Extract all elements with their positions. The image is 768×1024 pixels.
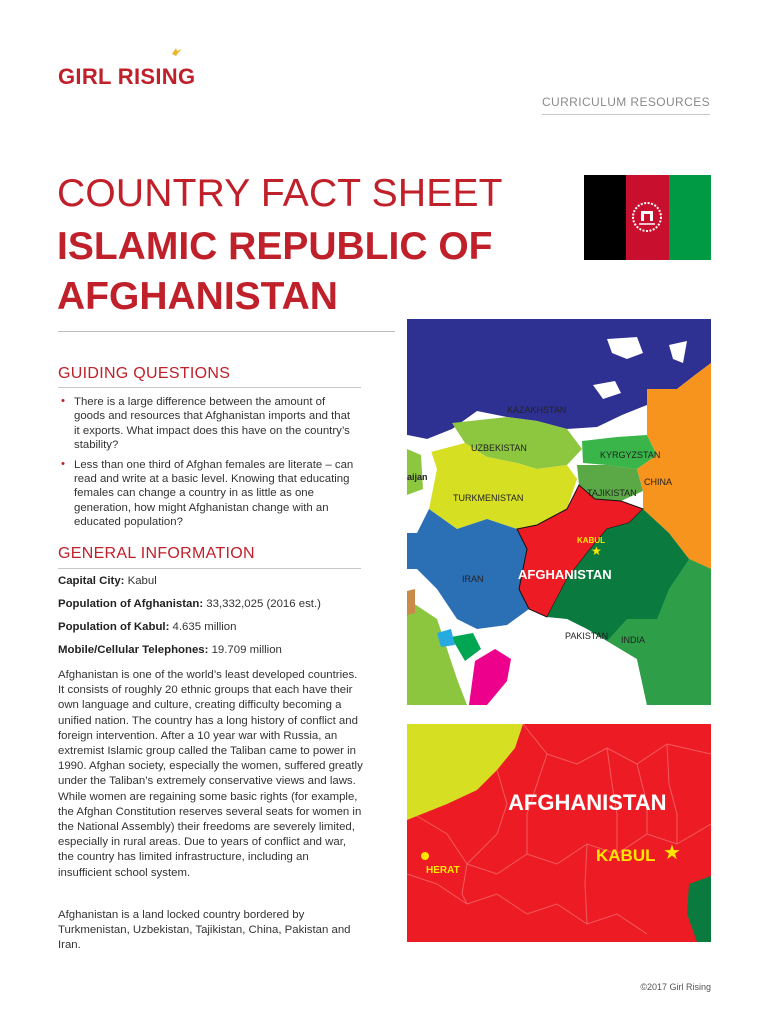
list-item: • Less than one third of Afghan females are literate – can read and write at a basic level. Knowing that educating females can change a country in as little as one generation, how might Afghanistan change with an educated population?	[61, 457, 354, 529]
flag-stripe-black	[584, 175, 626, 260]
page-subtitle: ISLAMIC REPUBLIC OF AFGHANISTAN	[57, 225, 493, 318]
page-title: COUNTRY FACT SHEET	[57, 172, 503, 215]
map-label-iran: IRAN	[462, 574, 484, 584]
flag-emblem-icon	[626, 175, 668, 260]
detail-map	[407, 724, 711, 942]
map-label-kabul: KABUL	[577, 536, 605, 545]
section-label: CURRICULUM RESOURCES	[541, 95, 710, 109]
herat-dot-icon	[421, 852, 429, 860]
fact-population: Population of Afghanistan: 33,332,025 (2016 est.)	[58, 598, 321, 610]
overview-paragraph: Afghanistan is one of the world’s least developed countries. It consists of roughly 20 ethnic groups that each have their own language and culture, creating difficulty becoming a unified nation. The country has a long history of conflict and foreign intervention. After a 10 year war with Russia, an extremist Islamic group called the Taliban came to power in 1990. Afghan society, especially the women, suffered greatly under the Taliban’s extremely conservative views and laws. While women are regaining some basic rights (for example, the Afghan Constitution reserves several seats for women in the National Assembly) their freedoms are severely limited, especially in rural areas. Due to years of conflict and war, the country has limited infrastructure, including an insufficient school system.	[58, 669, 363, 879]
general-divider	[58, 568, 361, 569]
fact-capital: Capital City: Kabul	[58, 575, 157, 587]
map-label-kazakhstan: KAZAKHSTAN	[507, 405, 567, 415]
map-label-china: CHINA	[644, 477, 673, 487]
bullet-icon: •	[61, 457, 65, 470]
header-divider	[542, 114, 710, 115]
bullet-icon: •	[61, 395, 65, 407]
general-information-heading: GENERAL INFORMATION	[58, 545, 255, 562]
fact-population-kabul: Population of Kabul: 4.635 million	[58, 621, 237, 633]
map-label-uzbekistan: UZBEKISTAN	[471, 443, 527, 453]
guiding-questions-heading: GUIDING QUESTIONS	[58, 365, 231, 382]
flag-stripe-red	[626, 175, 668, 260]
facts-list	[58, 575, 363, 667]
detail-label-afghanistan: AFGHANISTAN	[508, 790, 667, 815]
detail-map-graphic	[407, 724, 711, 942]
map-label-kyrgyzstan: KYRGYZSTAN	[600, 450, 661, 460]
brand-name: GIRL RISING	[58, 64, 196, 89]
map-label-afghanistan: AFGHANISTAN	[518, 567, 612, 582]
fact-telephones: Mobile/Cellular Telephones: 19.709 million	[58, 644, 282, 656]
map-label-tajikistan: TAJIKISTAN	[587, 488, 637, 498]
map-label-pakistan: PAKISTAN	[565, 631, 609, 641]
detail-label-kabul: KABUL	[596, 846, 656, 865]
guiding-divider	[58, 387, 361, 388]
map-label-india: INDIA	[621, 635, 646, 645]
map-label-turkmenistan: TURKMENISTAN	[453, 493, 524, 503]
kabul-star-icon: ★	[663, 842, 681, 864]
flag-stripe-green	[669, 175, 711, 260]
title-divider	[58, 331, 395, 332]
map-label-azerbaijan: aijan	[407, 472, 428, 482]
list-item: • There is a large difference between the amount of goods and resources that Afghanistan imports and that it exports. What impact does this have on the country’s stability?	[61, 395, 351, 452]
kabul-star-icon: ★	[591, 544, 602, 558]
detail-label-herat: HERAT	[426, 865, 460, 876]
bird-icon	[172, 48, 182, 56]
region-map	[407, 319, 711, 705]
guiding-questions-list	[58, 395, 358, 535]
region-map-graphic	[407, 319, 711, 705]
borders-paragraph: Afghanistan is a land locked country bordered by Turkmenistan, Uzbekistan, Tajikistan, China, Pakistan and Iran.	[58, 909, 351, 952]
afghanistan-flag	[584, 175, 711, 260]
copyright: ©2017 Girl Rising	[640, 982, 711, 992]
